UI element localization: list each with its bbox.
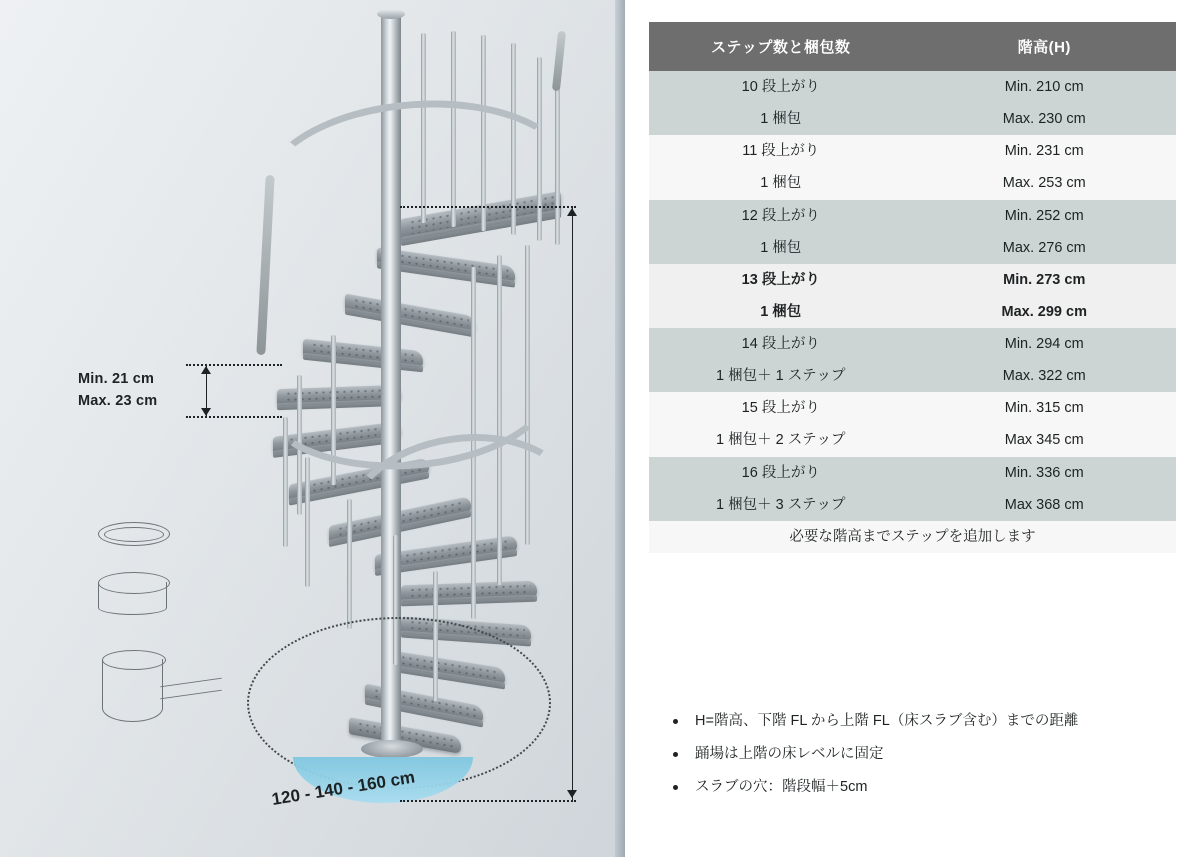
part-pin-line-2 — [160, 690, 222, 700]
table-row — [649, 103, 1176, 135]
part-cylinder-body — [102, 659, 163, 722]
cell-max: Max. 253 cm — [913, 167, 1177, 199]
cell-min: Min. 252 cm — [913, 200, 1177, 232]
cell-min: Min. 210 cm — [913, 71, 1177, 103]
cell-packs: 1 梱包＋ 2 ステップ — [649, 424, 913, 456]
riser-dim-leader-bottom — [186, 416, 282, 418]
diameter-label: 120 - 140 - 160 cm — [270, 767, 417, 809]
table-row — [649, 360, 1176, 392]
table-row — [649, 489, 1176, 521]
note-item: H=階高、下階 FL から上階 FL（床スラブ含む）までの距離 — [669, 712, 1189, 731]
table-body — [649, 71, 1176, 553]
table-footer-note: 必要な階高までステップを追加します — [649, 521, 1176, 553]
table-row — [649, 167, 1176, 199]
header-floor-height: 階高(H) — [913, 22, 1177, 71]
table-row — [649, 135, 1176, 167]
riser-dim-arrow-down — [201, 408, 211, 416]
height-dim-arrow-down — [567, 790, 577, 798]
table-row — [649, 424, 1176, 456]
table-row — [649, 232, 1176, 264]
height-dim-axis — [572, 206, 573, 800]
cell-steps: 14 段上がり — [649, 328, 913, 360]
riser-dim-arrow-up — [201, 366, 211, 374]
part-pin-line-1 — [160, 678, 222, 688]
cell-steps: 11 段上がり — [649, 135, 913, 167]
header-steps-packs: ステップ数と梱包数 — [649, 22, 913, 71]
table-row — [649, 328, 1176, 360]
cell-packs: 1 梱包＋ 1 ステップ — [649, 360, 913, 392]
baluster — [305, 457, 310, 587]
spec-panel — [625, 0, 1200, 857]
cell-min: Min. 231 cm — [913, 135, 1177, 167]
table-row — [649, 200, 1176, 232]
cell-max: Max. 299 cm — [913, 296, 1177, 328]
note-item: 踊場は上階の床レベルに固定 — [669, 745, 1189, 764]
height-dim-leader-top — [400, 206, 576, 208]
table-row — [649, 392, 1176, 424]
spec-table-container — [649, 22, 1176, 553]
handrail-upper — [256, 90, 581, 276]
table-row — [649, 71, 1176, 103]
cell-min: Min. 273 cm — [913, 264, 1177, 296]
cell-max: Max. 322 cm — [913, 360, 1177, 392]
cell-max: Max. 276 cm — [913, 232, 1177, 264]
note-item: スラブの穴：階段幅＋5cm — [669, 778, 1189, 797]
table-header-row — [649, 22, 1176, 71]
cell-steps: 12 段上がり — [649, 200, 913, 232]
center-column-cap — [377, 9, 405, 19]
panel-edge-shadow — [615, 0, 625, 857]
cell-max: Max. 230 cm — [913, 103, 1177, 135]
cell-min: Min. 336 cm — [913, 457, 1177, 489]
height-dim-arrow-up — [567, 208, 577, 216]
cell-packs: 1 梱包 — [649, 232, 913, 264]
table-row-highlighted — [649, 296, 1176, 328]
table-row-highlighted — [649, 264, 1176, 296]
cell-packs: 1 梱包＋ 3 ステップ — [649, 489, 913, 521]
cell-steps: 16 段上がり — [649, 457, 913, 489]
notes-list — [669, 712, 1189, 811]
cell-min: Min. 315 cm — [913, 392, 1177, 424]
cell-max: Max 345 cm — [913, 424, 1177, 456]
cell-steps: 13 段上がり — [649, 264, 913, 296]
table-row — [649, 457, 1176, 489]
height-dim-leader-bottom — [400, 800, 576, 802]
part-ring-top-inner — [104, 527, 164, 542]
cell-steps: 15 段上がり — [649, 392, 913, 424]
cell-max: Max 368 cm — [913, 489, 1177, 521]
riser-min-label: Min. 21 cm — [78, 371, 155, 387]
cell-packs: 1 梱包 — [649, 167, 913, 199]
cell-steps: 10 段上がり — [649, 71, 913, 103]
handrail-top-post — [552, 31, 566, 92]
cell-min: Min. 294 cm — [913, 328, 1177, 360]
cell-packs: 1 梱包 — [649, 296, 913, 328]
cell-packs: 1 梱包 — [649, 103, 913, 135]
spec-table — [649, 22, 1176, 553]
spiral-staircase-drawing — [225, 5, 555, 765]
table-footer-note-row — [649, 521, 1176, 553]
handrail-segment — [256, 175, 274, 355]
riser-max-label: Max. 23 cm — [78, 393, 158, 409]
part-threaded-sleeve-body — [98, 582, 167, 615]
